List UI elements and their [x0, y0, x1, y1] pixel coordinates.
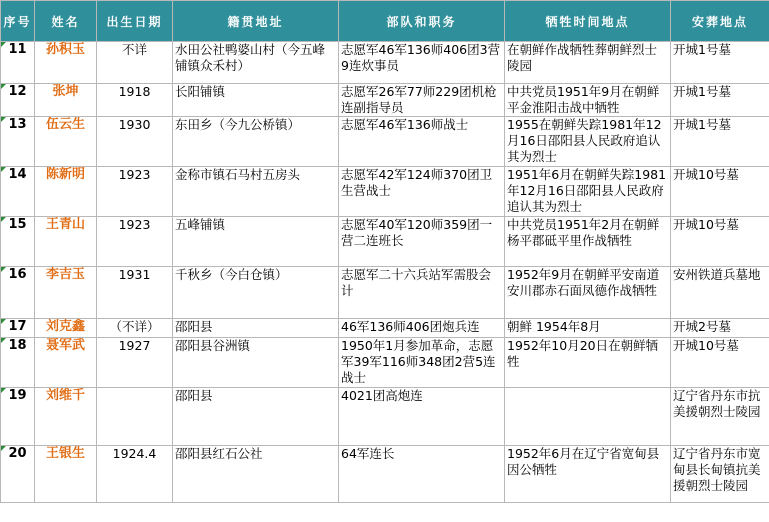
- cell-sacrifice: 1952年6月在辽宁省宽甸县因公牺牲: [505, 446, 671, 503]
- table-row: [1, 42, 769, 84]
- cell-origin: 邵阳县: [173, 319, 339, 338]
- cell-birth: [97, 388, 173, 446]
- cell-origin: 长阳铺镇: [173, 84, 339, 117]
- cell-sacrifice: 1952年9月在朝鲜平安南道安川郡赤石面凤德作战牺牲: [505, 267, 671, 319]
- table-body: [1, 42, 769, 503]
- cell-burial: 安州铁道兵墓地: [671, 267, 769, 319]
- cell-sacrifice: 中共党员1951年2月在朝鲜杨平郡砥平里作战牺牲: [505, 217, 671, 267]
- cell-name: 李吉玉: [35, 267, 97, 319]
- cell-sacrifice: 1952年10月20日在朝鲜牺牲: [505, 338, 671, 388]
- cell-no: 19: [1, 388, 35, 446]
- cell-name: 刘克鑫: [35, 319, 97, 338]
- cell-birth: 1931: [97, 267, 173, 319]
- cell-name: 孙积玉: [35, 42, 97, 84]
- cell-birth: 1927: [97, 338, 173, 388]
- cell-burial: 辽宁省丹东市宽甸县长甸镇抗美援朝烈士陵园: [671, 446, 769, 503]
- cell-burial: 开城1号墓: [671, 42, 769, 84]
- header-unit: 部队和职务: [339, 1, 505, 42]
- cell-origin: 邵阳县: [173, 388, 339, 446]
- cell-unit: 64军连长: [339, 446, 505, 503]
- cell-birth: 1923: [97, 217, 173, 267]
- cell-origin: 邵阳县谷洲镇: [173, 338, 339, 388]
- cell-burial: 开城10号墓: [671, 217, 769, 267]
- cell-origin: 五峰铺镇: [173, 217, 339, 267]
- header-birth: 出生日期: [97, 1, 173, 42]
- cell-no: 15: [1, 217, 35, 267]
- cell-name: 刘维千: [35, 388, 97, 446]
- cell-origin: 千秋乡（今白仓镇）: [173, 267, 339, 319]
- cell-sacrifice: 1955在朝鲜失踪1981年12月16日邵阳县人民政府追认其为烈士: [505, 117, 671, 167]
- cell-unit: 46军136师406团炮兵连: [339, 319, 505, 338]
- table-row: [1, 446, 769, 503]
- table-row: [1, 84, 769, 117]
- cell-name: 陈新明: [35, 167, 97, 217]
- cell-no: 11: [1, 42, 35, 84]
- header-name: 姓名: [35, 1, 97, 42]
- cell-no: 12: [1, 84, 35, 117]
- cell-birth: 1918: [97, 84, 173, 117]
- cell-sacrifice: [505, 388, 671, 446]
- cell-no: 20: [1, 446, 35, 503]
- header-origin: 籍贯地址: [173, 1, 339, 42]
- header-sacrifice: 牺牲时间地点: [505, 1, 671, 42]
- cell-origin: 邵阳县红石公社: [173, 446, 339, 503]
- cell-name: 伍云生: [35, 117, 97, 167]
- cell-burial: 开城1号墓: [671, 117, 769, 167]
- cell-unit: 4021团高炮连: [339, 388, 505, 446]
- cell-origin: 水田公社鸭婆山村（今五峰铺镇众禾村）: [173, 42, 339, 84]
- cell-unit: 志愿军40军120师359团一营二连班长: [339, 217, 505, 267]
- cell-no: 17: [1, 319, 35, 338]
- cell-unit: 志愿军46军136师406团3营9连炊事员: [339, 42, 505, 84]
- cell-no: 18: [1, 338, 35, 388]
- header-row: [1, 1, 769, 42]
- cell-sacrifice: 朝鲜 1954年8月: [505, 319, 671, 338]
- cell-unit: 志愿军26军77师229团机枪连副指导员: [339, 84, 505, 117]
- table-row: [1, 338, 769, 388]
- cell-no: 14: [1, 167, 35, 217]
- table-row: [1, 388, 769, 446]
- cell-no: 13: [1, 117, 35, 167]
- cell-unit: 志愿军二十六兵站军需股会计: [339, 267, 505, 319]
- cell-no: 16: [1, 267, 35, 319]
- cell-burial: 开城10号墓: [671, 338, 769, 388]
- cell-unit: 1950年1月参加革命，志愿军39军116师348团2营5连战士: [339, 338, 505, 388]
- cell-burial: 开城1号墓: [671, 84, 769, 117]
- cell-unit: 志愿军42军124师370团卫生营战士: [339, 167, 505, 217]
- cell-burial: 开城2号墓: [671, 319, 769, 338]
- cell-burial: 开城10号墓: [671, 167, 769, 217]
- cell-origin: 金称市镇石马村五房头: [173, 167, 339, 217]
- table-row: [1, 217, 769, 267]
- cell-birth: （不详）: [97, 319, 173, 338]
- table-row: [1, 117, 769, 167]
- cell-birth: 1923: [97, 167, 173, 217]
- header-no: 序号: [1, 1, 35, 42]
- cell-sacrifice: 在朝鲜作战牺牲葬朝鲜烈士陵园: [505, 42, 671, 84]
- cell-name: 张坤: [35, 84, 97, 117]
- cell-name: 聂军武: [35, 338, 97, 388]
- cell-birth: 1930: [97, 117, 173, 167]
- cell-name: 王青山: [35, 217, 97, 267]
- cell-origin: 东田乡（今九公桥镇）: [173, 117, 339, 167]
- cell-birth: 1924.4: [97, 446, 173, 503]
- cell-birth: 不详: [97, 42, 173, 84]
- cell-burial: 辽宁省丹东市抗美援朝烈士陵园: [671, 388, 769, 446]
- header-burial: 安葬地点: [671, 1, 769, 42]
- cell-unit: 志愿军46军136师战士: [339, 117, 505, 167]
- table-row: [1, 267, 769, 319]
- table-row: [1, 167, 769, 217]
- cell-sacrifice: 中共党员1951年9月在朝鲜平金淮阳击战中牺牲: [505, 84, 671, 117]
- cell-name: 王银生: [35, 446, 97, 503]
- cell-sacrifice: 1951年6月在朝鲜失踪1981年12月16日邵阳县人民政府追认其为烈士: [505, 167, 671, 217]
- table-row: [1, 319, 769, 338]
